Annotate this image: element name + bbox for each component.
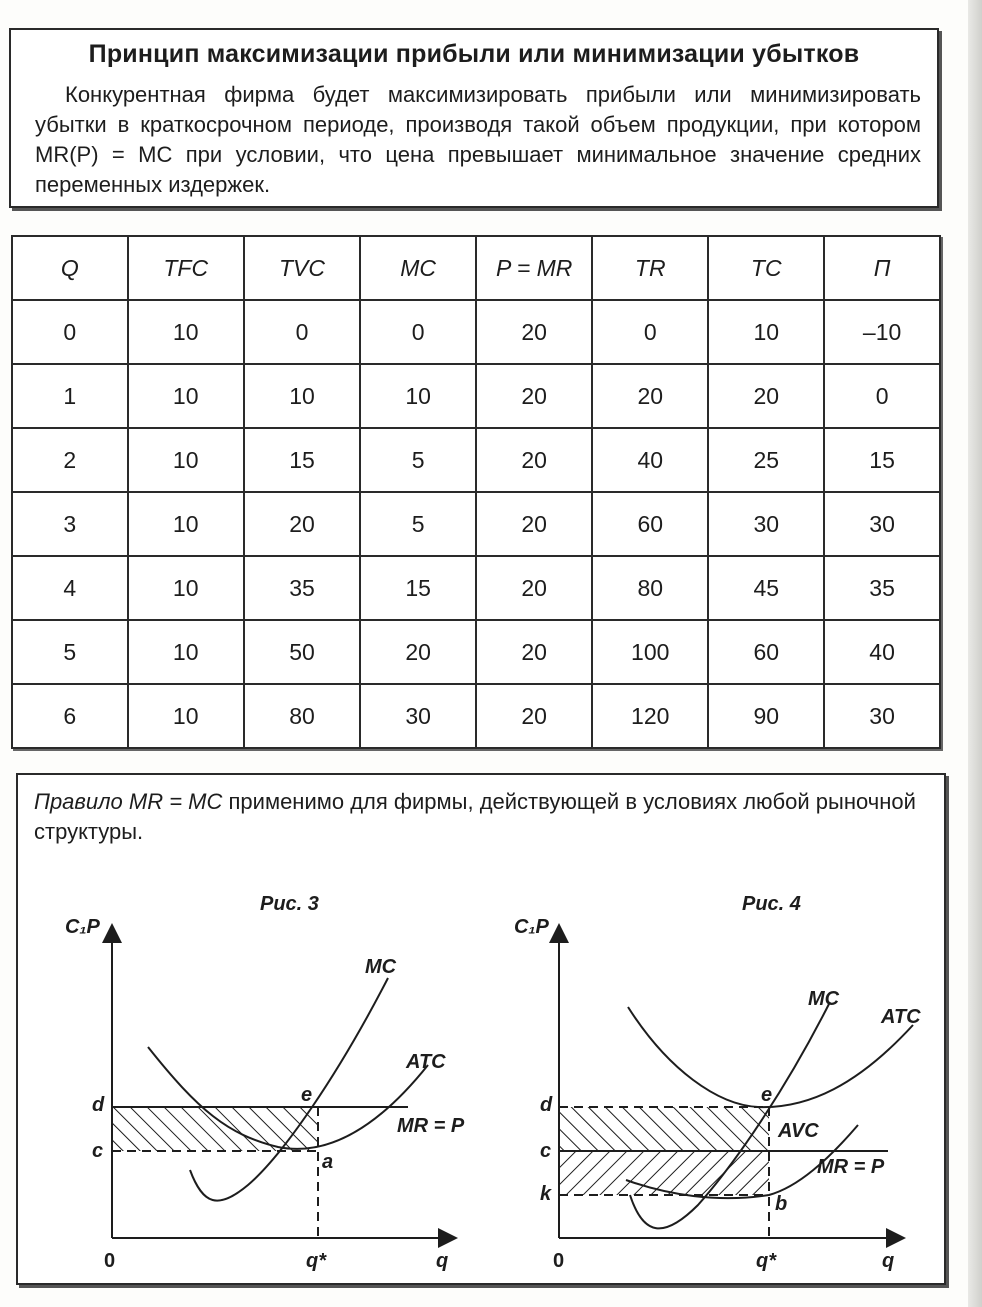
figure-3 <box>65 893 465 1272</box>
figures-svg <box>18 775 944 1283</box>
table-cell: 35 <box>824 556 940 620</box>
table-cell: 30 <box>360 684 476 748</box>
table-cell: 10 <box>128 492 244 556</box>
table-cell: 0 <box>360 300 476 364</box>
fig4-b-label: b <box>775 1193 788 1215</box>
principle-box <box>9 28 939 208</box>
table-row <box>12 492 940 556</box>
table-cell: 30 <box>824 492 940 556</box>
col-tc: TC <box>708 236 824 300</box>
table-row <box>12 428 940 492</box>
table-cell: 120 <box>592 684 708 748</box>
table-cell: 20 <box>476 300 592 364</box>
fig3-origin: 0 <box>104 1250 116 1272</box>
fig4-c-label: c <box>540 1140 552 1162</box>
table-body <box>12 300 940 748</box>
table-row <box>12 300 940 364</box>
table-row <box>12 684 940 748</box>
fig4-loss-area <box>559 1107 769 1151</box>
fig3-e-label: e <box>301 1084 313 1106</box>
table-cell: 0 <box>592 300 708 364</box>
table-cell: 15 <box>824 428 940 492</box>
fig3-x-axis-label: q <box>436 1250 449 1272</box>
table-cell: 3 <box>12 492 128 556</box>
table-row <box>12 620 940 684</box>
fig3-mc-curve <box>190 978 388 1201</box>
table-cell: 20 <box>244 492 360 556</box>
table-cell: 6 <box>12 684 128 748</box>
table-cell: 35 <box>244 556 360 620</box>
table-cell: 10 <box>708 300 824 364</box>
table-cell: 1 <box>12 364 128 428</box>
table-cell: 100 <box>592 620 708 684</box>
table-cell: 50 <box>244 620 360 684</box>
rule-rest: применимо для фирмы, действующей в условиях любой рыночной структуры. <box>34 789 916 844</box>
fig4-avc-label: AVC <box>778 1120 819 1142</box>
table-cell: 10 <box>128 300 244 364</box>
table-cell: 45 <box>708 556 824 620</box>
fig3-a-label: a <box>322 1151 334 1173</box>
table-cell: 5 <box>12 620 128 684</box>
fig3-y-axis-label: C₁P <box>65 916 100 938</box>
principle-text <box>35 80 921 200</box>
fig4-x-axis-label: q <box>882 1250 895 1272</box>
fig3-c-label: c <box>92 1140 104 1162</box>
col-profit: П <box>824 236 940 300</box>
table-cell: 20 <box>476 364 592 428</box>
fig4-y-axis-label: C₁P <box>514 916 549 938</box>
table-cell: 10 <box>128 620 244 684</box>
fig4-origin: 0 <box>553 1250 565 1272</box>
rule-box <box>16 773 946 1285</box>
fig3-mr-label: MR = P <box>397 1115 465 1137</box>
table-cell: 10 <box>128 428 244 492</box>
fig4-e-label: e <box>761 1084 773 1106</box>
fig3-d-label: d <box>92 1094 105 1116</box>
table-cell: 5 <box>360 492 476 556</box>
col-q: Q <box>12 236 128 300</box>
page-edge <box>968 0 982 1307</box>
table-cell: 4 <box>12 556 128 620</box>
table-cell: 90 <box>708 684 824 748</box>
principle-text-body: Конкурентная фирма будет максимизировать прибыли или минимизировать убытки в краткосрочном периоде, производя такой объем продукции, при котором MR(P) = MC при условии, что цена превышает минимальное значение средних переменных издержек. <box>35 82 921 197</box>
table-cell: 40 <box>824 620 940 684</box>
col-tfc: TFC <box>128 236 244 300</box>
cost-table <box>11 235 941 749</box>
table-cell: 10 <box>128 364 244 428</box>
table-cell: 25 <box>708 428 824 492</box>
table-cell: 20 <box>476 492 592 556</box>
table-cell: 40 <box>592 428 708 492</box>
table-cell: 15 <box>360 556 476 620</box>
table-row <box>12 556 940 620</box>
table-cell: 10 <box>244 364 360 428</box>
fig4-atc-label: ATC <box>881 1006 921 1028</box>
fig3-q-label: q* <box>306 1250 326 1272</box>
table-cell: 30 <box>708 492 824 556</box>
col-tr: TR <box>592 236 708 300</box>
table-cell: 0 <box>244 300 360 364</box>
rule-italic: Правило MR = MC <box>34 789 223 814</box>
table-cell: 5 <box>360 428 476 492</box>
fig3-title: Рис. 3 <box>260 893 319 915</box>
fig3-mc-label: MC <box>365 956 397 978</box>
fig4-mc-label: MC <box>808 988 840 1010</box>
table-header-row <box>12 236 940 300</box>
fig3-profit-area <box>112 1107 318 1151</box>
table-cell: 2 <box>12 428 128 492</box>
table-cell: 80 <box>244 684 360 748</box>
table-cell: 10 <box>128 684 244 748</box>
table-cell: 10 <box>360 364 476 428</box>
figure-4 <box>514 893 921 1272</box>
table-cell: 20 <box>476 684 592 748</box>
table-cell: 20 <box>476 428 592 492</box>
table-cell: 20 <box>708 364 824 428</box>
table-cell: 0 <box>824 364 940 428</box>
principle-title: Принцип максимизации прибыли или минимизации убытков <box>88 40 860 68</box>
fig4-d-label: d <box>540 1094 553 1116</box>
fig4-covered-fixed-area <box>559 1151 769 1195</box>
col-tvc: TVC <box>244 236 360 300</box>
col-p-mr: P = MR <box>476 236 592 300</box>
table-cell: –10 <box>824 300 940 364</box>
table-cell: 80 <box>592 556 708 620</box>
table-cell: 15 <box>244 428 360 492</box>
fig4-title: Рис. 4 <box>742 893 801 915</box>
fig4-q-label: q* <box>756 1250 776 1272</box>
table-cell: 20 <box>476 620 592 684</box>
table-cell: 20 <box>360 620 476 684</box>
table-cell: 0 <box>12 300 128 364</box>
table-cell: 10 <box>128 556 244 620</box>
col-mc: MC <box>360 236 476 300</box>
table-cell: 20 <box>476 556 592 620</box>
table-cell: 60 <box>592 492 708 556</box>
table-cell: 20 <box>592 364 708 428</box>
fig4-mr-label: MR = P <box>817 1156 885 1178</box>
fig4-k-label: k <box>540 1183 552 1205</box>
fig3-atc-label: ATC <box>406 1051 446 1073</box>
table-row <box>12 364 940 428</box>
table-cell: 60 <box>708 620 824 684</box>
table-cell: 30 <box>824 684 940 748</box>
